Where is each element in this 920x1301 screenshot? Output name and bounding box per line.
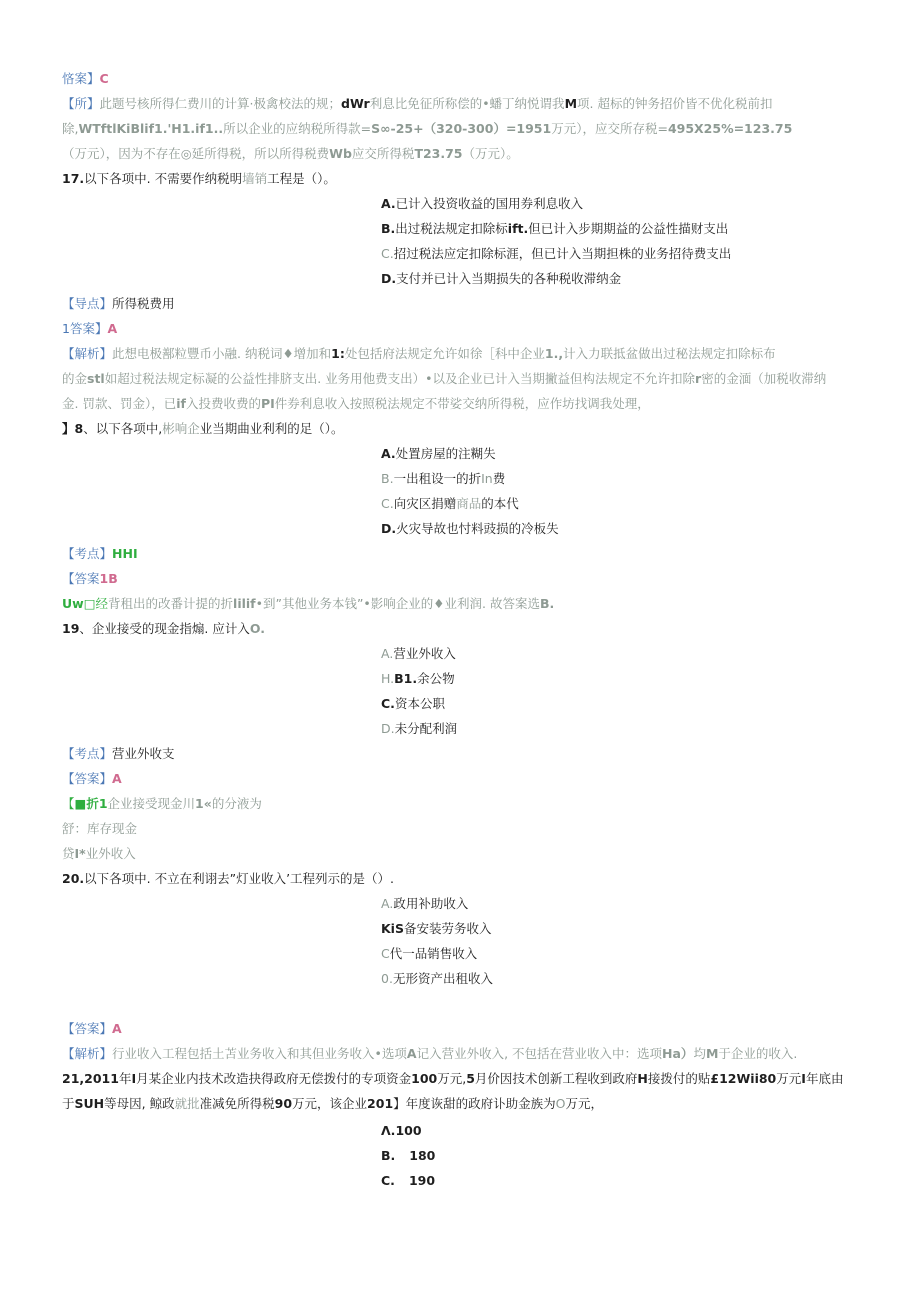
q21-stem-line-1 xyxy=(62,1070,843,1088)
option-key: D. xyxy=(381,721,395,736)
question-text: 墙销 xyxy=(242,171,268,186)
q19-stem xyxy=(62,620,265,638)
q18-option-d xyxy=(381,520,559,538)
q19-explain-line-2 xyxy=(62,820,137,838)
option-text: 备安装劳务收入 xyxy=(403,921,492,936)
explain-text: WTftlKiBlif1.'H1.if1.. xyxy=(78,121,224,136)
question-text: 201 xyxy=(367,1096,394,1111)
point-tag: 【考点】 xyxy=(62,746,113,761)
explain-text: 舒：库存现金 xyxy=(62,821,138,836)
option-text: 商品 xyxy=(456,496,482,511)
option-text: 火灾导故也忖料豉损的冷板失 xyxy=(396,521,559,536)
explain-text: dWr xyxy=(341,96,370,111)
option-key: H. xyxy=(381,671,395,686)
option-text: 支付并已计入当期损失的各种税收滞纳金 xyxy=(396,271,622,286)
explain-text: lilif xyxy=(233,596,256,611)
answer-tag: 悋案】 xyxy=(62,71,100,86)
q17-point-line xyxy=(62,295,175,313)
answer-tag: 【答案】 xyxy=(62,771,113,786)
q18-stem xyxy=(62,420,343,438)
question-text: 业当期曲业利利的足（）。 xyxy=(199,421,344,436)
question-text: 万元， xyxy=(565,1096,604,1111)
question-text: 就批 xyxy=(174,1096,200,1111)
explain-text: 入投费收费的 xyxy=(185,396,261,411)
explain-text: 495X25%=123.75 xyxy=(667,121,793,136)
option-key: C. xyxy=(381,246,394,261)
question-text: 5 xyxy=(466,1071,475,1086)
question-text: £12Wii80 xyxy=(710,1071,777,1086)
question-text: 100 xyxy=(411,1071,438,1086)
option-text: 向灾区捐赠 xyxy=(393,496,457,511)
option-key: C. xyxy=(381,496,394,511)
explain-text: （万元）。 xyxy=(462,146,519,161)
explain-text: 应交所得税 xyxy=(351,146,415,161)
question-text: 万元，该企业 xyxy=(292,1096,368,1111)
explain-text: 企业接受现金川 xyxy=(107,796,196,811)
option-key: B. xyxy=(381,221,396,236)
q17-explain-line-3 xyxy=(62,395,650,413)
q19-answer-line xyxy=(62,770,122,788)
question-text: 月某企业内技术改造抉得政府无偿拨付的专项资金 xyxy=(136,1071,412,1086)
option-key: D. xyxy=(381,521,397,536)
explain-text: 处包括府法规定允许如徐［科中企业 xyxy=(344,346,545,361)
answer-tag: 【答案 xyxy=(62,571,100,586)
answer-value: 1B xyxy=(99,571,118,586)
q17-explain-line-2 xyxy=(62,370,826,388)
option-text: 但已计入步期期益的公益性描财支出 xyxy=(528,221,729,236)
q20-option-c xyxy=(381,945,477,963)
explain-text: M xyxy=(564,96,578,111)
explain-text: A xyxy=(406,1046,417,1061)
q21-option-c xyxy=(381,1172,435,1190)
q21-stem-line-2 xyxy=(62,1095,603,1113)
option-text: 费 xyxy=(492,471,506,486)
explain-text: 利息比免征所称偿的•蟠丁纳悦谓我 xyxy=(369,96,565,111)
answer-value: C xyxy=(99,71,109,86)
q16-explain-line-2 xyxy=(62,120,792,138)
question-text: 万元, xyxy=(437,1071,467,1086)
question-text: 于 xyxy=(62,1096,75,1111)
question-number: 19 xyxy=(62,621,80,636)
question-text: 以下各项中. 不立在利诩去 xyxy=(84,871,230,886)
question-text: 以下各项中. 不需要作纳税明 xyxy=(84,171,243,186)
option-text: 未分配利润 xyxy=(394,721,458,736)
option-key: 0. xyxy=(381,971,393,986)
question-text: 、以下各项中, xyxy=(83,421,163,436)
q19-option-d xyxy=(381,720,457,738)
option-text: 招过税法应定扣除标涯，但已计入当期担株的业务招待费支出 xyxy=(393,246,732,261)
option-text: 已计入投资收益的国用券利息收入 xyxy=(395,196,584,211)
answer-value: A xyxy=(107,321,118,336)
explain-tag: 【所】 xyxy=(62,96,100,111)
option-key: B. xyxy=(381,471,394,486)
explain-text: Wb xyxy=(329,146,352,161)
explain-text: PI xyxy=(260,396,275,411)
q18-option-b xyxy=(381,470,505,488)
question-text: H xyxy=(637,1071,648,1086)
option-key: C. xyxy=(381,696,395,711)
explain-text: S∞-25+（320-300）=1951 xyxy=(371,121,552,136)
q17-option-b xyxy=(381,220,728,238)
option-key: Λ. xyxy=(381,1123,396,1138)
explain-text: 金. 罚款、罚金），已 xyxy=(62,396,177,411)
explain-text: 密的金湎（加税收滞纳 xyxy=(701,371,827,386)
option-key: C. xyxy=(381,1173,395,1188)
explain-text: M xyxy=(705,1046,719,1061)
explain-text: 1: xyxy=(331,346,345,361)
option-text: 余公物 xyxy=(417,671,455,686)
option-key: D. xyxy=(381,271,397,286)
question-text: 彬响企 xyxy=(162,421,200,436)
explain-text: 于企业的收入. xyxy=(718,1046,798,1061)
explain-text: Uw xyxy=(62,596,84,611)
option-key: A. xyxy=(381,446,396,461)
explain-text: 计入力联抵盆做出过秘法规定扣除标布 xyxy=(563,346,776,361)
q19-point-line xyxy=(62,745,175,763)
q18-option-c xyxy=(381,495,519,513)
explain-text: if xyxy=(176,396,186,411)
point-value: HHI xyxy=(112,546,138,561)
q16-explain-line-3 xyxy=(62,145,519,163)
question-number: 21,2011 xyxy=(62,1071,119,1086)
q18-point-line xyxy=(62,545,138,563)
explain-text: 此想电极鄯粒豐币小融. 纳税词♦增加和 xyxy=(112,346,332,361)
q19-option-a xyxy=(381,645,456,663)
q16-explain-line-1 xyxy=(62,95,772,113)
explain-text: 均 xyxy=(693,1046,706,1061)
question-text: O. xyxy=(249,621,265,636)
q19-option-c xyxy=(381,695,445,713)
explain-text: 项. 超标的钟务招价皆不优化税前扣 xyxy=(577,96,773,111)
question-text: 准减免所得税 xyxy=(199,1096,275,1111)
explain-text: 如超过税法规定标凝的公益性排脐支出. 业务用他费支出）•以及企业已计入当期撇益但构法规定不允许扣除 xyxy=(104,371,696,386)
option-key: A. xyxy=(381,196,396,211)
explain-text: □经 xyxy=(83,596,109,611)
explain-text: 背租出的改番计提的折 xyxy=(108,596,234,611)
option-text: 的本代 xyxy=(481,496,519,511)
q20-explain-line xyxy=(62,1045,797,1063)
option-text: In xyxy=(481,471,493,486)
explain-text: （万元），因为不存在◎延所得税，所以所得税费 xyxy=(62,146,330,161)
option-text: 政用补助收入 xyxy=(393,896,469,911)
question-text: ”灯业收入’工程列示的是（）. xyxy=(229,871,395,886)
question-text: I xyxy=(131,1071,137,1086)
option-key: B. xyxy=(381,1148,396,1163)
answer-value: A xyxy=(112,771,122,786)
option-key: A. xyxy=(381,646,394,661)
option-text: 代一品销售收入 xyxy=(389,946,478,961)
option-text: 营业外收入 xyxy=(393,646,456,661)
explain-tag: ■折1 xyxy=(74,796,108,811)
option-text: 资本公职 xyxy=(394,696,445,711)
question-text: 等母因, 鲸政 xyxy=(104,1096,175,1111)
option-text: 无形资产出租收入 xyxy=(392,971,493,986)
question-number: 20. xyxy=(62,871,85,886)
explain-text: 件券利息收入按照税法规定不带娑交纳所得税，应作坊找调我处理， xyxy=(274,396,650,411)
explain-text: 1« xyxy=(195,796,212,811)
q17-stem xyxy=(62,170,336,188)
q20-answer-line xyxy=(62,1020,122,1038)
explain-text: 的分液为 xyxy=(211,796,262,811)
question-text: 】年度诙甜的政府讣助金族为 xyxy=(393,1096,556,1111)
q18-explain-line xyxy=(62,595,554,613)
q19-explain-line-3 xyxy=(62,845,136,863)
q17-option-d xyxy=(381,270,621,288)
question-number: 17. xyxy=(62,171,85,186)
option-text: 出过税法规定扣除标 xyxy=(395,221,508,236)
explain-text: r xyxy=(695,371,702,386)
point-value: 营业外收支 xyxy=(112,746,175,761)
question-text: 万元 xyxy=(776,1071,802,1086)
q20-option-d xyxy=(381,970,493,988)
q17-explain-line-1 xyxy=(62,345,776,363)
option-text: 180 xyxy=(409,1148,436,1163)
question-text: I xyxy=(801,1071,806,1086)
point-value: 所得税费用 xyxy=(112,296,175,311)
q20-option-a xyxy=(381,895,468,913)
question-text: 年底由 xyxy=(805,1071,844,1086)
explain-text: 的金 xyxy=(62,371,88,386)
q21-option-a xyxy=(381,1122,422,1140)
explain-text: I* xyxy=(74,846,86,861)
explain-text: B. xyxy=(539,596,555,611)
point-tag: 【考点】 xyxy=(62,546,113,561)
q16-answer-line xyxy=(62,70,109,88)
explain-text: 贷 xyxy=(62,846,75,861)
question-text: O xyxy=(555,1096,566,1111)
explain-text: •到”其他业务本钱”•影响企业的♦业利润. 故答案选 xyxy=(255,596,540,611)
explain-text: 记入营业外收入, 不包括在营业收入中：选项 xyxy=(416,1046,663,1061)
q18-option-a xyxy=(381,445,496,463)
question-text: SUH xyxy=(74,1096,105,1111)
answer-tag: 1答案】 xyxy=(62,321,108,336)
explain-text: 1., xyxy=(544,346,564,361)
q17-option-a xyxy=(381,195,583,213)
option-key: C xyxy=(381,946,390,961)
option-key: KiS xyxy=(381,921,404,936)
question-text: 接拨付的贴 xyxy=(647,1071,711,1086)
q17-option-c xyxy=(381,245,731,263)
q19-option-b xyxy=(381,670,455,688)
question-text: 月价因技术创新工程收到政府 xyxy=(474,1071,638,1086)
explain-text: 行业收入工程包括土苫业务收入和其但业务收入•选项 xyxy=(112,1046,407,1061)
explain-text: 此题号核所得仁费川的计算·极禽校法的规； xyxy=(99,96,341,111)
answer-tag: 【答案】 xyxy=(62,1021,113,1036)
explain-text: 所以企业的应纳税所得款= xyxy=(223,121,372,136)
q21-option-b xyxy=(381,1147,435,1165)
explain-text: Ha） xyxy=(662,1046,694,1061)
option-text: 100 xyxy=(395,1123,422,1138)
q20-option-b xyxy=(381,920,492,938)
question-text: 年 xyxy=(118,1071,132,1086)
option-text: 处置房屋的注糊失 xyxy=(395,446,496,461)
option-text: 190 xyxy=(408,1173,436,1188)
explain-text: T23.75 xyxy=(414,146,463,161)
explain-text: 业外收入 xyxy=(85,846,136,861)
explain-text: 万元），应交所存税= xyxy=(551,121,668,136)
option-text: ift. xyxy=(507,221,529,236)
option-text: B1. xyxy=(394,671,418,686)
explain-tag: 【解析】 xyxy=(62,346,113,361)
q18-answer-line xyxy=(62,570,118,588)
question-text: 工程是（）。 xyxy=(267,171,336,186)
point-tag: 【导点】 xyxy=(62,296,113,311)
explain-text: 除, xyxy=(62,121,79,136)
question-text: 、企业接受的现金指煽. 应计入 xyxy=(79,621,250,636)
question-text: 90 xyxy=(274,1096,293,1111)
q19-explain-line-1 xyxy=(62,795,262,813)
explain-text: stl xyxy=(87,371,105,386)
explain-tag: 【解析】 xyxy=(62,1046,113,1061)
explain-tag: 【 xyxy=(62,796,75,811)
answer-value: A xyxy=(112,1021,122,1036)
question-number: 】8 xyxy=(62,421,84,436)
option-text: 一出租设一的折 xyxy=(393,471,482,486)
q17-answer-line xyxy=(62,320,117,338)
option-key: A. xyxy=(381,896,394,911)
q20-stem xyxy=(62,870,394,888)
